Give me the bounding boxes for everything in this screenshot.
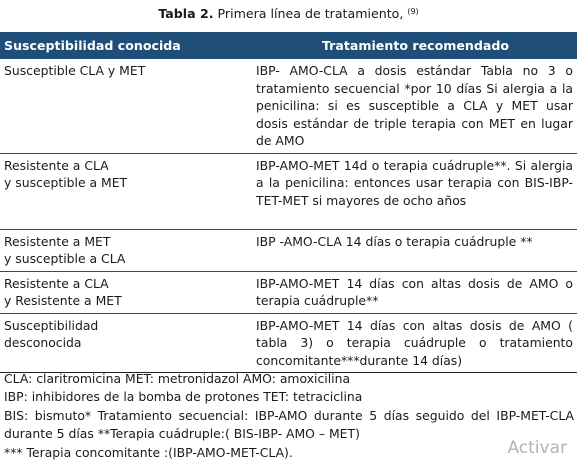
- table-footnotes: [4, 370, 574, 462]
- cell-tratamiento: IBP -AMO-CLA 14 días o terapia cuádruple **: [254, 229, 577, 271]
- table-row: [0, 59, 577, 153]
- footnote-concomitant-therapy: *** Terapia concomitante :(IBP-AMO-MET-CLA).: [4, 444, 293, 460]
- treatment-table: [0, 32, 577, 373]
- cell-susceptibilidad: [0, 271, 254, 313]
- table-caption: [0, 4, 577, 22]
- activation-watermark: Activar: [507, 438, 567, 458]
- susceptibilidad-text: Susceptibilidad desconocida: [4, 317, 99, 350]
- caption-text: Primera línea de tratamiento,: [213, 6, 408, 21]
- footnote-abbreviations: CLA: claritromicina MET: metronidazol AMO: amoxicilina: [4, 371, 351, 386]
- cell-susceptibilidad: [0, 229, 254, 271]
- caption-reference: (9): [407, 7, 419, 16]
- cell-tratamiento: IBP- AMO-CLA a dosis estándar Tabla no 3 o tratamiento secuencial *por 10 días Si alergia a la penicilina: si es susceptible a CLA y MET usar dosis estándar de triple terapia con MET en lugar de AMO: [254, 59, 577, 153]
- caption-label: Tabla 2.: [158, 6, 214, 21]
- cell-tratamiento: IBP-AMO-MET 14 días con altas dosis de AMO ( tabla 3) o terapia cuádruple o tratamiento concomitante***durante 14 días): [254, 313, 577, 373]
- cell-tratamiento: IBP-AMO-MET 14d o terapia cuádruple**. Si alergia a la penicilina: entonces usar terapia con BIS-IBP- TET-MET si mayores de ocho años: [254, 153, 577, 229]
- table-row: [0, 271, 577, 313]
- cell-susceptibilidad: [0, 153, 254, 229]
- table-header-row: [0, 32, 577, 59]
- table-row: [0, 229, 577, 271]
- susceptibilidad-text: Resistente a CLA y susceptible a MET: [4, 157, 128, 190]
- cell-tratamiento: IBP-AMO-MET 14 días con altas dosis de AMO o terapia cuádruple**: [254, 271, 577, 313]
- susceptibilidad-text: Resistente a MET y susceptible a CLA: [4, 233, 126, 266]
- cell-susceptibilidad: [0, 313, 254, 373]
- table-row: [0, 153, 577, 229]
- susceptibilidad-text: Resistente a CLA y Resistente a MET: [4, 275, 122, 308]
- header-tratamiento: Tratamiento recomendado: [254, 32, 577, 59]
- susceptibilidad-text: Susceptible CLA y MET: [4, 63, 146, 78]
- footnote-abbreviations: IBP: inhibidores de la bomba de protones TET: tetraciclina: [4, 389, 363, 405]
- header-susceptibilidad: Susceptibilidad conocida: [0, 32, 254, 59]
- footnote-treatment-definitions: BIS: bismuto* Tratamiento secuencial: IBP-AMO durante 5 días seguido del IBP-MET-CLA durante 5 días **Terapia cuádruple:( BIS-IBP- AMO – MET): [4, 407, 574, 442]
- cell-susceptibilidad: [0, 59, 254, 153]
- table-row: [0, 313, 577, 373]
